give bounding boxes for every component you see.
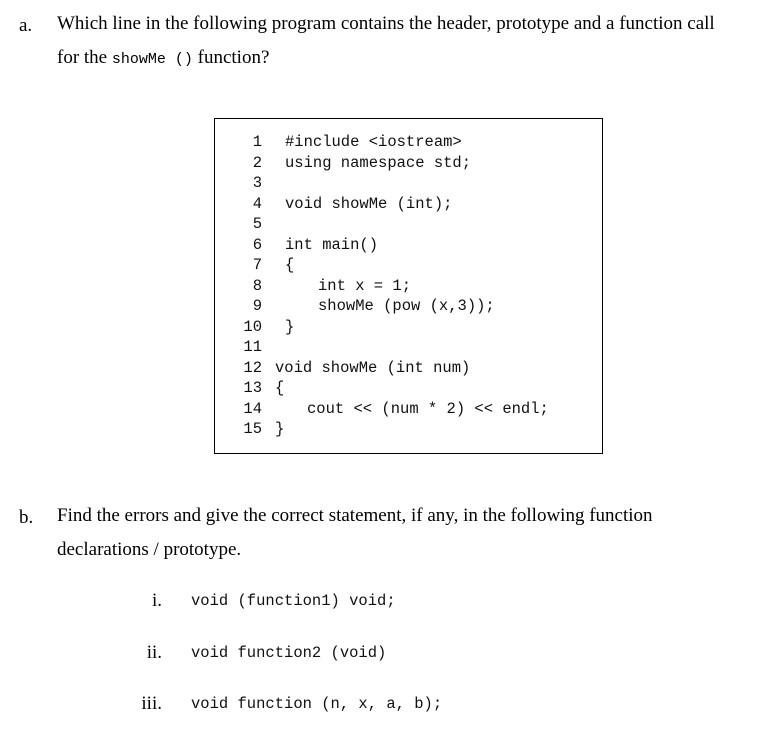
- line-number: 1: [252, 133, 262, 151]
- code-text: {: [285, 256, 295, 274]
- item-label: ii.: [146, 642, 162, 663]
- declaration-code: void function2 (void): [191, 644, 387, 662]
- code-listing: [214, 118, 603, 454]
- code-text: cout << (num * 2) << endl;: [307, 400, 549, 418]
- question-a-line1: Which line in the following program contains the header, prototype and a function call: [57, 13, 715, 34]
- line-number: 12: [243, 359, 262, 377]
- question-a-label: a.: [19, 15, 33, 36]
- line-number: 4: [252, 195, 262, 213]
- code-text: #include <iostream>: [285, 133, 462, 151]
- code-text: void showMe (int);: [285, 195, 453, 213]
- code-text: {: [275, 379, 285, 397]
- declaration-code: void function (n, x, a, b);: [191, 695, 443, 713]
- question-b-text: [57, 499, 757, 567]
- line-number: 14: [243, 400, 262, 418]
- line-number: 3: [252, 174, 262, 192]
- line-number: 13: [243, 379, 262, 397]
- line-number: 2: [252, 154, 262, 172]
- declaration-code: void (function1) void;: [191, 592, 396, 610]
- question-b-label: b.: [19, 507, 34, 528]
- line-number: 11: [243, 338, 262, 356]
- line-number: 15: [243, 420, 262, 438]
- line-number: 10: [243, 318, 262, 336]
- question-b-line2: declarations / prototype.: [57, 539, 242, 560]
- line-number: 7: [252, 256, 262, 274]
- code-text: showMe (pow (x,3));: [318, 297, 495, 315]
- question-a-line2: for the showMe () function?: [57, 47, 270, 68]
- question-a-text: [57, 7, 757, 77]
- question-b-line1: Find the errors and give the correct statement, if any, in the following function: [57, 505, 653, 526]
- code-text: }: [285, 318, 295, 336]
- code-text: using namespace std;: [285, 154, 472, 172]
- line-number: 6: [252, 236, 262, 254]
- line-number: 5: [252, 215, 262, 233]
- code-text: int main(): [285, 236, 379, 254]
- line-number: 8: [252, 277, 262, 295]
- code-text: }: [275, 420, 285, 438]
- code-text: void showMe (int num): [275, 359, 471, 377]
- code-text: int x = 1;: [318, 277, 412, 295]
- function-name-code: showMe (): [111, 51, 193, 68]
- item-label: i.: [151, 590, 162, 611]
- line-number: 9: [252, 297, 262, 315]
- item-label: iii.: [141, 693, 162, 714]
